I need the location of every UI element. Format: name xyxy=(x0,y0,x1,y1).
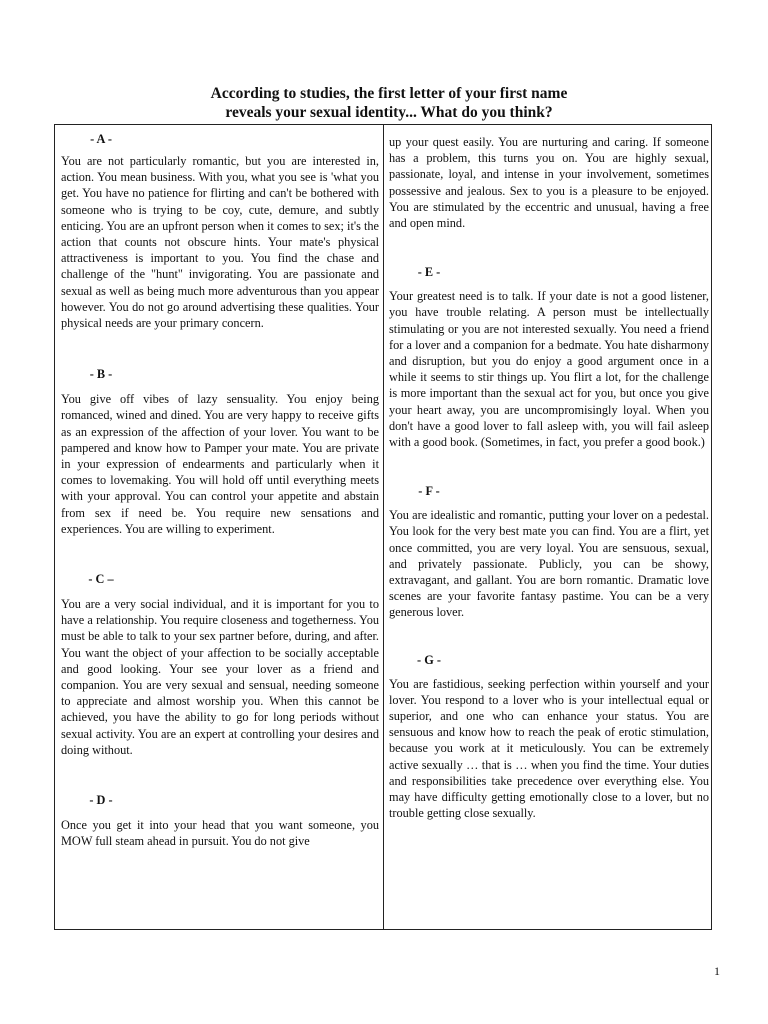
section-heading-g: - G - xyxy=(417,652,441,667)
section-text-e: Your greatest need is to talk. If your date is not a good listener, you have trouble relating. A person must be intellectually stimulating or you are not interested sexually. You need a friend for a lover and a companion for a bedmate. You hate disharmony and disruption, but you do enjoy a good argument once in a while it seems to stir things up. You flirt a lot, for the challenge is more important than the sexual act for you, but once you give your heart away, you are uncompromisingly loyal. When you don't have a good lover to fall asleep with, you will fail asleep with a good book. (Sometimes, in fact, you prefer a good book.) xyxy=(389,289,709,450)
right-column xyxy=(389,125,709,822)
section-text-a: You are not particularly romantic, but you are interested in, action. You mean business. With you, what you see is 'what you get. You have no patience for flirting and can't be bothered with someone who is trying to be coy, cute, demure, and subtly enticing. You are an upfront person when it comes to sex; it's the action that counts not obscure hints. Your mate's physical attractiveness is important to you. You find the chase and challenge of the "hunt" invigorating. You are passionate and sexual as well as being much more adventurous than you appear however. You do not go around advertising these qualities. Your physical needs are your primary concern. xyxy=(61,154,379,331)
page-title xyxy=(0,84,768,122)
section-text-g: You are fastidious, seeking perfection within yourself and your lover. You respond to a lover who is your intellectual equal or superior, and one who can enhance your status. You are sensuous and know how to reach the peak of erotic stimulation, because you work at it meticulously. You can be extremely active sexually … that is … when you find the time. Your duties and responsibilities take precedence over everything else. You may have difficulty getting emotionally close to a lover, but no trouble getting close sexually. xyxy=(389,676,709,821)
section-text-c: You are a very social individual, and it is important for you to have a relationship. You require closeness and togetherness. You must be able to talk to your sex partner before, during, and after. You want the object of your affection to be socially acceptable and good looking. Your see your lover as a friend and companion. You are very sexual and sensual, needing someone to appreciate and almost worship you. When this cannot be achieved, you have the ability to go for long periods without sexual activity. You are an expert at controlling your desires and doing without. xyxy=(61,597,379,757)
section-text-d-continued: up your quest easily. You are nurturing and caring. If someone has a problem, this turns you on. You are highly sexual, passionate, loyal, and intense in your involvement, sometimes possessive and jealous. Sex to you is a pleasure to be enjoyed. You are stimulated by the eccentric and unusual, having a free and open mind. xyxy=(389,135,709,231)
page-number: 1 xyxy=(714,964,720,978)
section-heading-f: - F - xyxy=(418,484,440,499)
section-heading-a: - A - xyxy=(90,132,112,146)
section-text-b: You give off vibes of lazy sensuality. You enjoy being romanced, wined and dined. You are very happy to receive gifts as an expression of the affection of your lover. You want to be pampered and know how to Pamper your mate. You are private in your expression of endearments and particularly when it comes to lovemaking. You will hold off until everything meets with your approval. You can control your appetite and abstain from sex if need be. You require new sensations and experiences. You are willing to experiment. xyxy=(61,392,379,536)
column-divider xyxy=(383,125,384,929)
content-table xyxy=(54,124,712,930)
section-text-f: You are idealistic and romantic, putting your lover on a pedestal. You look for the very best mate you can find. You are a flirt, yet once committed, you are very loyal. You are sensuous, sexual, and privately passionate. Publicly, you can be showy, extravagant, and gallant. You are born romantic. Dramatic love scenes are your favorite fantasy pastime. You can be a very generous lover. xyxy=(389,508,709,620)
section-text-d: Once you get it into your head that you want someone, you MOW full steam ahead in pursuit. You do not give xyxy=(61,818,379,849)
section-heading-e: - E - xyxy=(417,265,441,280)
page-title-line-1: According to studies, the first letter of your first name xyxy=(210,85,568,102)
section-heading-c: - C – xyxy=(88,572,114,587)
section-heading-b: - B - xyxy=(89,367,113,382)
page-title-line-2: reveals your sexual identity... What do you think? xyxy=(225,104,553,121)
left-column xyxy=(61,125,379,850)
section-heading-d: - D - xyxy=(89,793,113,808)
